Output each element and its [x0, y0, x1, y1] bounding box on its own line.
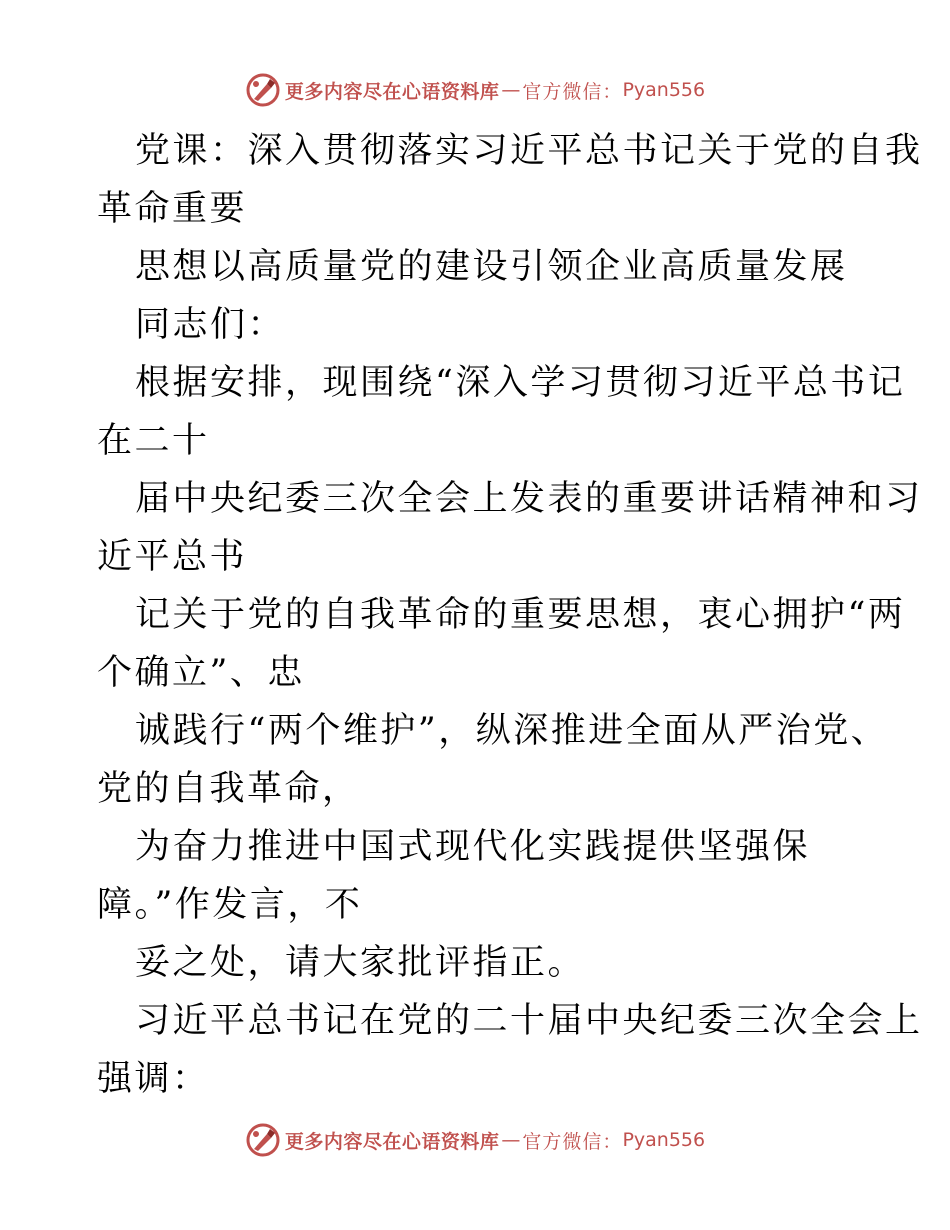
wechat-id: Pyan556	[622, 1129, 706, 1151]
text-line: 根据安排，现围绕“深入学习贯彻习近平总书记	[135, 363, 906, 403]
site-name: 更多内容尽在心语资料库	[284, 80, 500, 103]
text-line: 思想以高质量党的建设引领企业高质量发展	[135, 247, 848, 287]
text-line: 记关于党的自我革命的重要思想，衷心拥护“两	[135, 595, 906, 635]
text-line: 妥之处，请大家批评指正。	[135, 943, 586, 983]
separator-dash: —	[501, 1129, 521, 1151]
text-line: 个确立”、忠	[97, 653, 305, 693]
separator-dash: —	[501, 79, 521, 101]
footer-watermark-banner	[0, 1120, 950, 1160]
document-body	[97, 122, 923, 1108]
text-line: 诚践行“两个维护”，纵深推进全面从严治党、	[135, 711, 889, 751]
text-line: 近平总书	[97, 537, 248, 577]
text-line: 革命重要	[97, 189, 248, 229]
text-line: 强调：	[97, 1059, 210, 1099]
wechat-label: 官方微信：	[522, 1130, 623, 1153]
text-line: 障。”作发言，不	[97, 885, 363, 925]
pen-logo-icon	[245, 1122, 281, 1158]
header-watermark-banner	[0, 70, 950, 110]
text-line: 届中央纪委三次全会上发表的重要讲话精神和习	[135, 479, 923, 519]
text-line: 习近平总书记在党的二十届中央纪委三次全会上	[135, 1001, 923, 1041]
wechat-label: 官方微信：	[522, 80, 623, 103]
text-line: 为奋力推进中国式现代化实践提供坚强保	[135, 827, 811, 867]
text-line: 党的自我革命，	[97, 769, 360, 809]
pen-logo-icon	[245, 72, 281, 108]
site-name: 更多内容尽在心语资料库	[284, 1130, 500, 1153]
wechat-id: Pyan556	[622, 79, 706, 101]
text-line: 在二十	[97, 421, 210, 461]
text-line: 党课：深入贯彻落实习近平总书记关于党的自我	[135, 131, 923, 171]
text-line: 同志们：	[135, 305, 286, 345]
